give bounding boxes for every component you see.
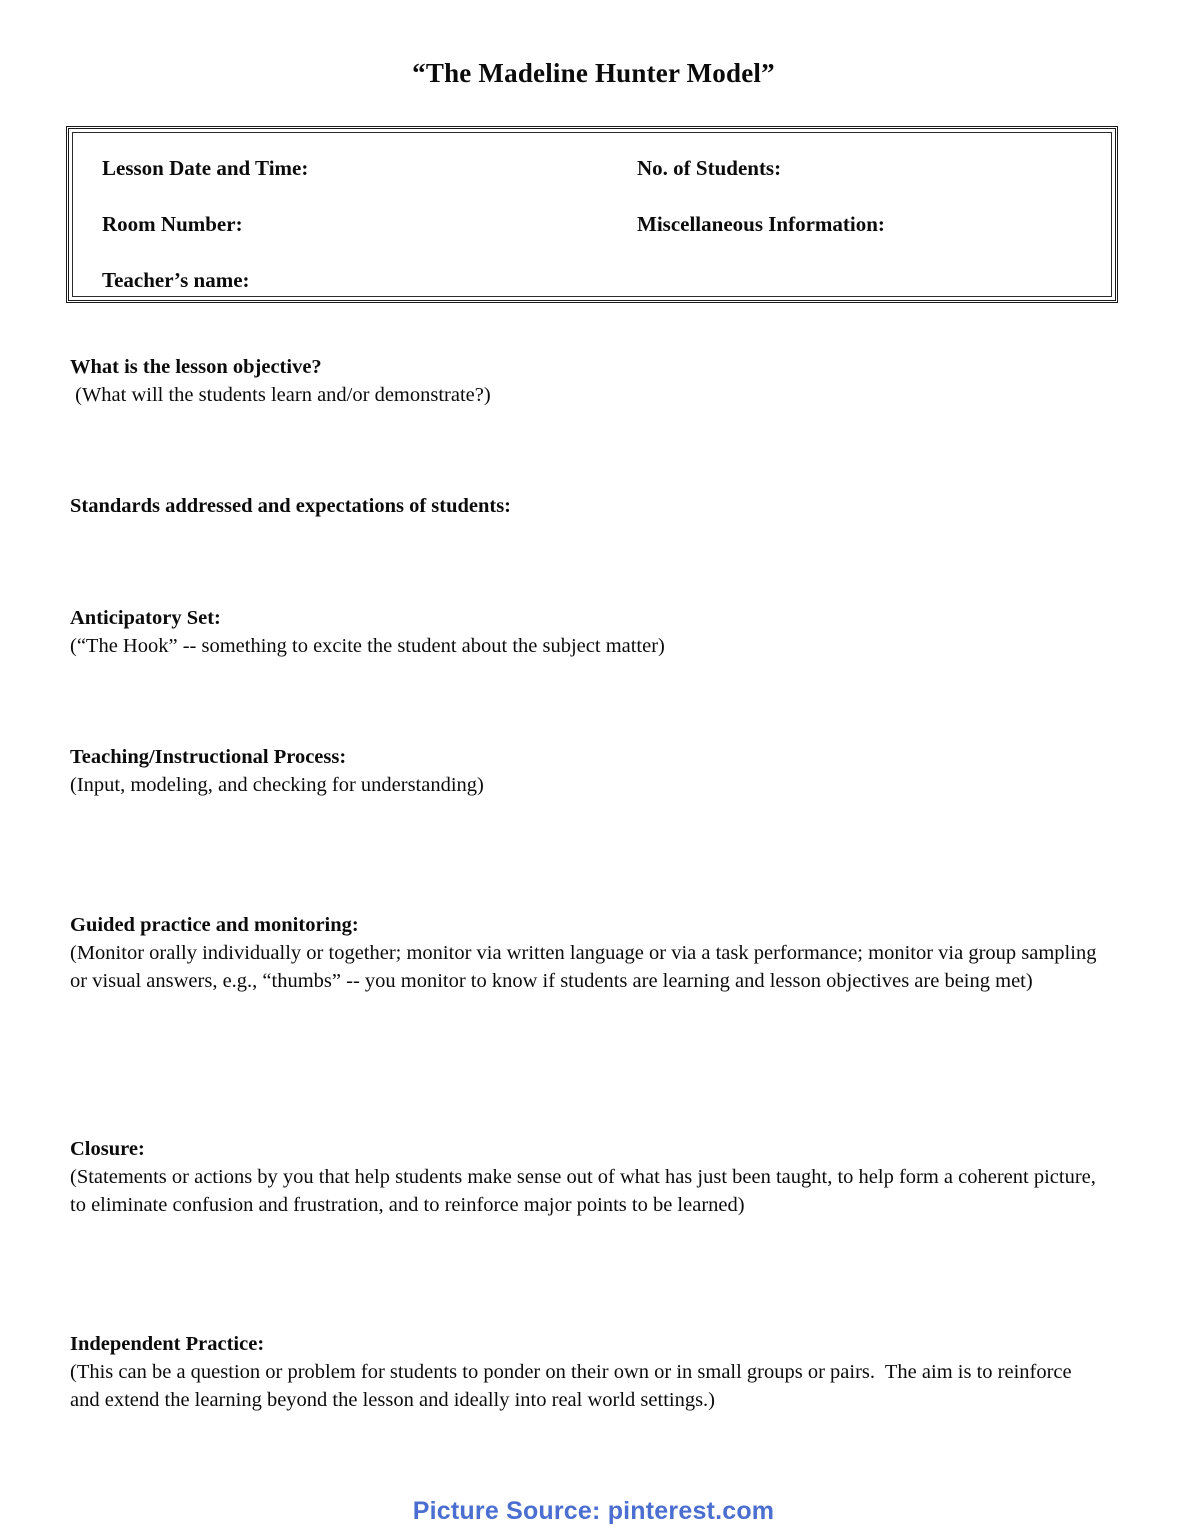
section-heading-closure: Closure:	[70, 1138, 145, 1160]
room-number-label: Room Number:	[102, 212, 243, 236]
section-body-guided-practice: (Monitor orally individually or together; monitor via written language or via a task performance; monitor via group sampling or visual answers, e.g., “thumbs” -- you monitor to know if students are learning and lesson objectives are being met)	[70, 941, 1102, 992]
section-body-teaching-process: (Input, modeling, and checking for understanding)	[70, 773, 484, 796]
page-title: “The Madeline Hunter Model”	[412, 58, 775, 88]
section-teaching-process	[70, 745, 1105, 799]
section-body-anticipatory-set: (“The Hook” -- something to excite the student about the subject matter)	[70, 634, 665, 657]
picture-source-caption: Picture Source: pinterest.com	[412, 1497, 775, 1525]
info-row	[102, 269, 1115, 325]
teachers-name-label: Teacher’s name:	[102, 268, 250, 292]
section-heading-anticipatory-set: Anticipatory Set:	[70, 607, 221, 629]
section-body-independent-practice: (This can be a question or problem for students to ponder on their own or in small groups or pairs. The aim is to reinforce and extend the learning beyond the lesson and ideally into real world settings.)	[70, 1360, 1077, 1411]
section-heading-guided-practice: Guided practice and monitoring:	[70, 914, 359, 936]
section-lesson-objective	[70, 355, 1105, 409]
section-heading-independent-practice: Independent Practice:	[70, 1333, 265, 1355]
info-row	[102, 157, 1115, 213]
section-anticipatory-set	[70, 606, 1105, 660]
info-row	[102, 213, 1115, 269]
lesson-info-box	[66, 126, 1118, 303]
miscellaneous-information-label: Miscellaneous Information:	[637, 212, 885, 236]
lesson-date-and-time-label: Lesson Date and Time:	[102, 156, 309, 180]
section-guided-practice	[70, 913, 1105, 995]
lesson-info-grid	[69, 129, 1115, 300]
section-heading-lesson-objective: What is the lesson objective?	[70, 356, 322, 378]
section-body-lesson-objective: (What will the students learn and/or demonstrate?)	[70, 383, 491, 406]
section-heading-teaching-process: Teaching/Instructional Process:	[70, 746, 347, 768]
no-of-students-label: No. of Students:	[637, 156, 782, 180]
section-body-closure: (Statements or actions by you that help students make sense out of what has just been taught, to help form a coherent picture, to eliminate confusion and frustration, and to reinforce major points to be learned)	[70, 1165, 1107, 1216]
section-independent-practice	[70, 1332, 1105, 1414]
section-standards	[70, 494, 1105, 520]
section-heading-standards: Standards addressed and expectations of students:	[70, 495, 512, 517]
section-closure	[70, 1137, 1105, 1219]
